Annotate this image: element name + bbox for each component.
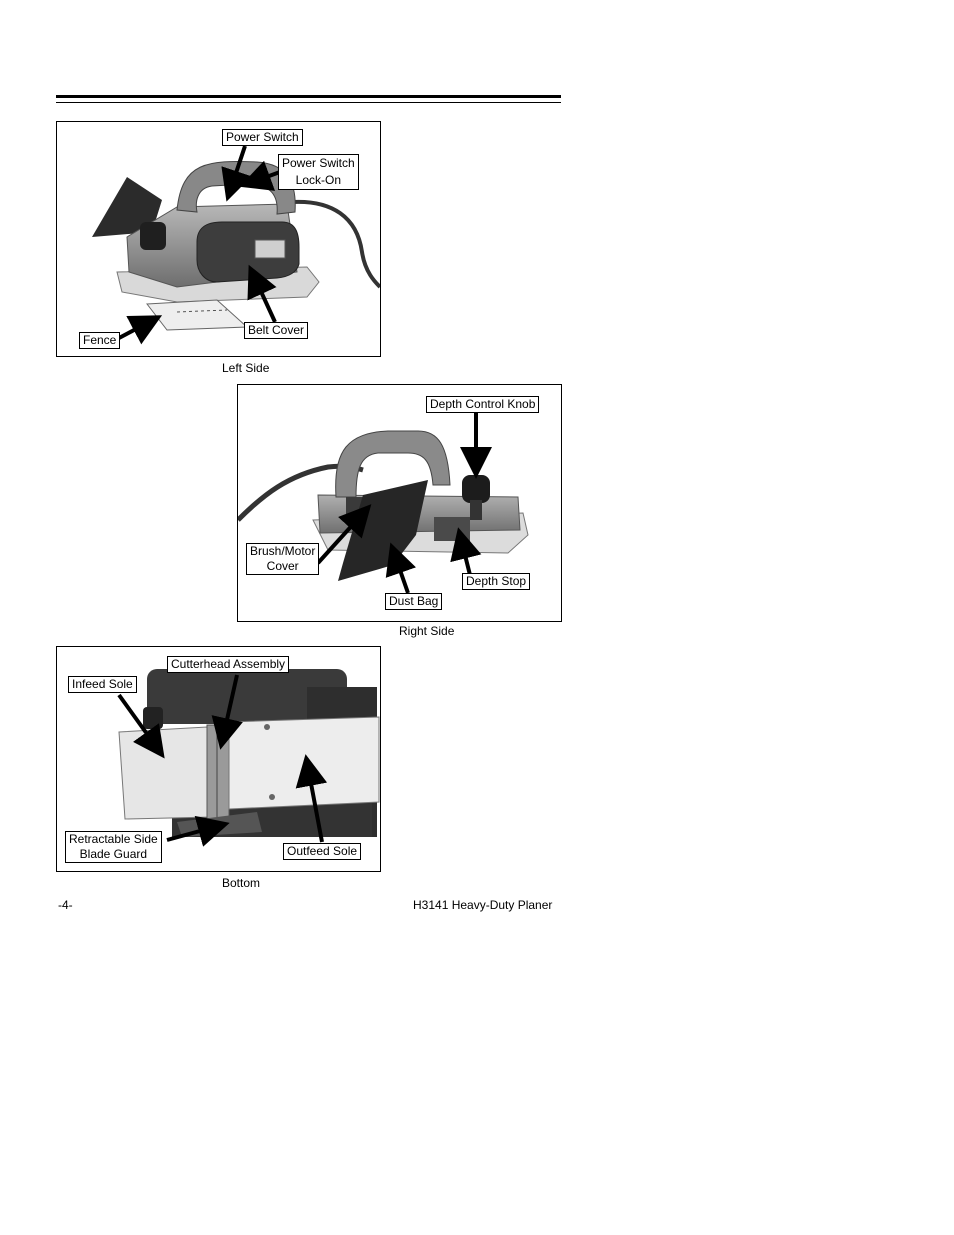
label-power-switch-lock-on (278, 154, 359, 190)
label-brush-motor-cover-line-2: Cover (266, 559, 299, 573)
label-outfeed-sole: Outfeed Sole (283, 843, 361, 860)
label-depth-control-knob: Depth Control Knob (426, 396, 539, 413)
label-belt-cover: Belt Cover (244, 322, 308, 339)
label-cutterhead-assembly: Cutterhead Assembly (167, 656, 289, 673)
figure-left-side (56, 121, 381, 357)
caption-left-side: Left Side (222, 361, 270, 375)
label-depth-stop: Depth Stop (462, 573, 530, 590)
label-fence: Fence (79, 332, 120, 349)
label-retractable-side-blade-guard (65, 831, 162, 863)
label-retractable-side-blade-guard-line-2: Blade Guard (79, 847, 148, 861)
label-power-switch: Power Switch (222, 129, 303, 146)
label-power-switch-lock-on-line-2: Lock-On (295, 173, 342, 187)
header-rule-thick (56, 95, 561, 98)
label-dust-bag: Dust Bag (385, 593, 442, 610)
header-rule-thin (56, 102, 561, 103)
label-brush-motor-cover-line-1: Brush/Motor (250, 544, 316, 558)
figure-bottom (56, 646, 381, 872)
caption-bottom: Bottom (222, 876, 261, 890)
caption-right-side: Right Side (399, 624, 455, 638)
footer-page-number: -4- (58, 898, 73, 912)
label-power-switch-lock-on-line-1: Power Switch (282, 156, 355, 170)
label-retractable-side-blade-guard-line-1: Retractable Side (69, 832, 158, 846)
footer-manual-title: H3141 Heavy-Duty Planer (413, 898, 553, 912)
label-infeed-sole: Infeed Sole (68, 676, 137, 693)
figure-right-side (237, 384, 562, 622)
label-brush-motor-cover (246, 543, 319, 575)
